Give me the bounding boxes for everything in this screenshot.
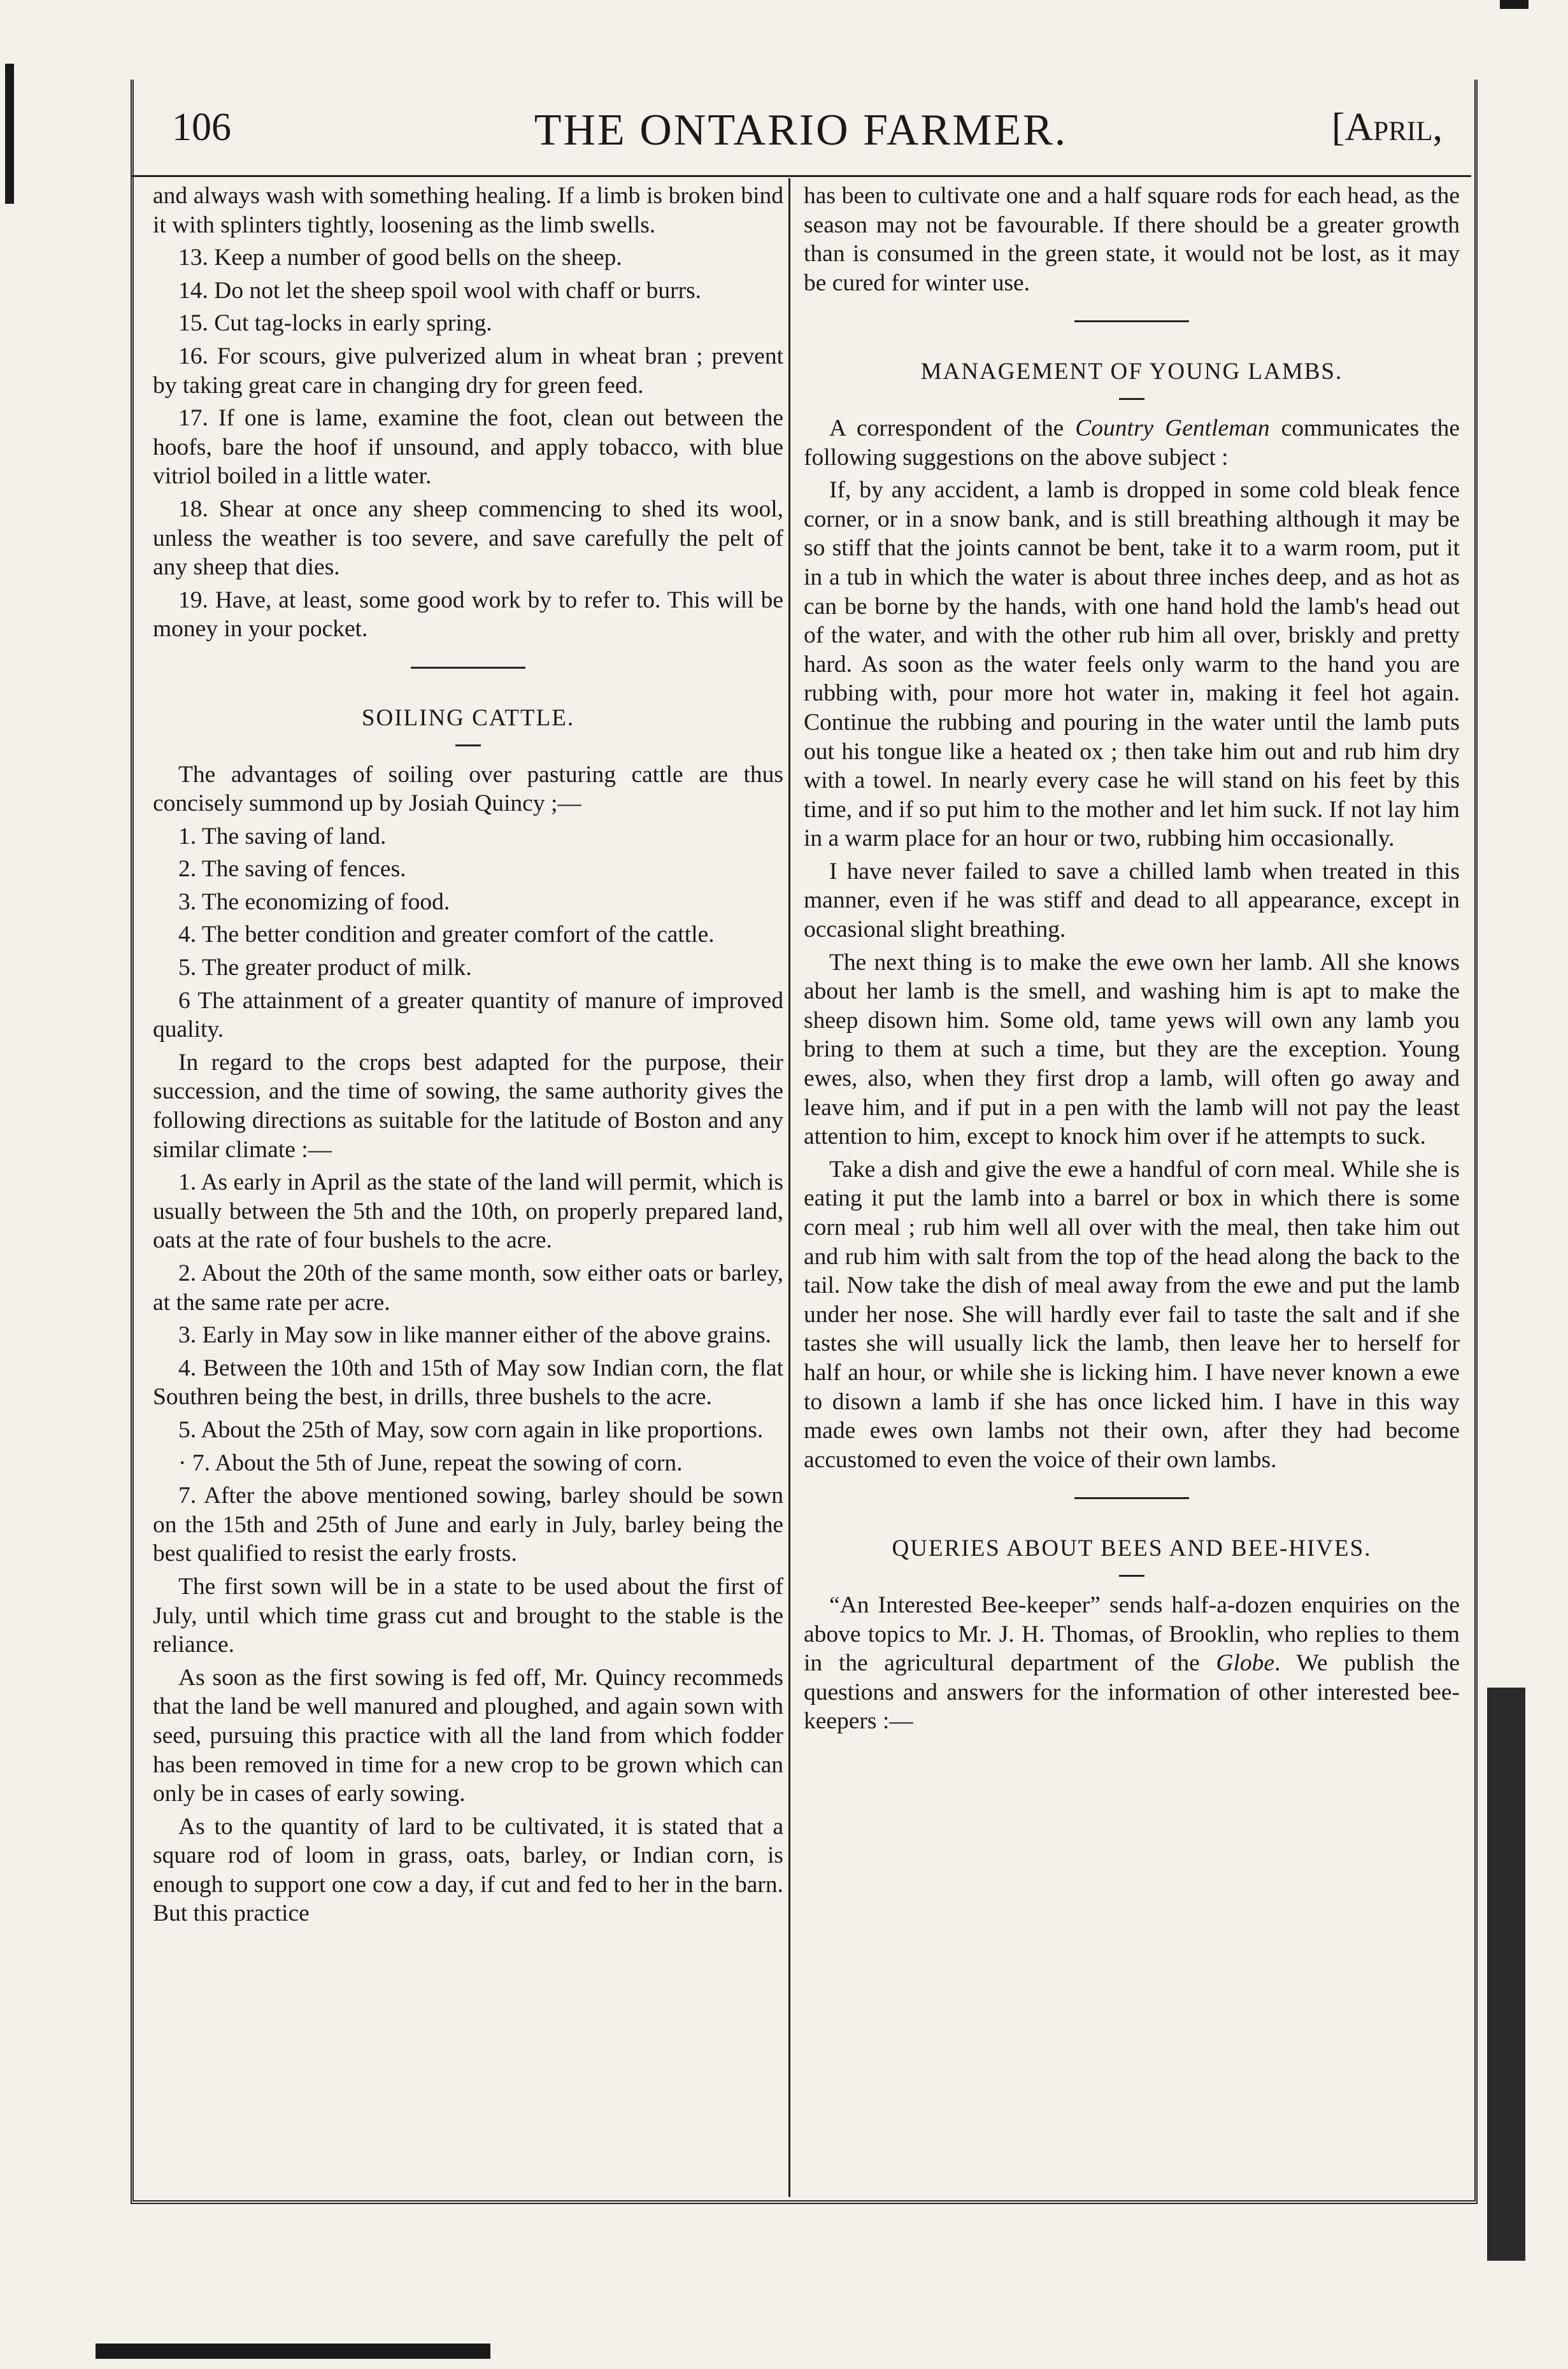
list-item: 3. The economizing of food. [178, 888, 450, 915]
list-item: 4. Between the 10th and 15th of May sow Indian corn, the flat Southren being the best, in drills, three bushels to the acre. [153, 1355, 783, 1411]
paragraph: The first sown will be in a state to be used about the first of July, until which time grass cut and brought to the stable is the reliance. [153, 1573, 783, 1658]
left-column [153, 181, 783, 1932]
paragraph [804, 414, 1460, 472]
section-heading-young-lambs: MANAGEMENT OF YOUNG LAMBS. [920, 359, 1343, 385]
scan-mark [1487, 1688, 1525, 2261]
list-item: 16. For scours, give pulverized alum in wheat bran ; prevent by taking great care in changing dry for green feed. [153, 343, 783, 399]
scan-mark [1500, 0, 1529, 9]
paragraph: I have never failed to save a chilled lamb when treated in this manner, even if he was stiff and dead to all appearance, except in occasional slight breathing. [804, 858, 1460, 943]
list-item: 14. Do not let the sheep spoil wool with chaff or burrs. [178, 277, 702, 304]
paragraph: and always wash with something healing. If a limb is broken bind it with splinters tightly, loosening as the limb swells. [153, 183, 783, 238]
page-number: 106 [172, 106, 231, 149]
heading-dash [1119, 398, 1144, 400]
scan-mark [5, 64, 14, 204]
page-header [131, 80, 1471, 177]
section-heading-bees: QUERIES ABOUT BEES AND BEE-HIVES. [892, 1535, 1372, 1562]
list-item: 2. About the 20th of the same month, sow either oats or barley, at the same rate per acre. [153, 1260, 783, 1316]
paragraph: As soon as the first sowing is fed off, Mr. Quincy recommeds that the land be well manured and ploughed, and again sown with seed, pursuing this practice with all the land from which fodder has been removed in time for a new crop to be grown which can only be in cases of early sowing. [153, 1664, 783, 1807]
heading-dash [1119, 1575, 1144, 1577]
list-item: · 7. About the 5th of June, repeat the sowing of corn. [178, 1449, 683, 1476]
column-divider [788, 178, 790, 2197]
paragraph: Take a dish and give the ewe a handful of corn meal. While she is eating it put the lamb into a barrel or box in which there is some corn meal ; rub him well all over with the meal, then take him out and rub him with salt from the top of the head along the back to the tail. Now take the dish of meal away from the ewe and put the lamb under her nose. She will hardly ever fail to taste the salt and if she tastes she will usually lick the lamb, then leave her to herself for half an hour, or while she is licking him. I have never known a ewe to disown a lamb if she has once licked him. I have in this way made ewes own lambs not their own, after they had become accustomed to even the voice of their own lambs. [804, 1156, 1460, 1473]
paragraph: If, by any accident, a lamb is dropped in some cold bleak fence corner, or in a snow bank, and is still breathing although it may be so stiff that the joints cannot be bent, take it to a warm room, put it in a tub in which the water is about three inches deep, and as hot as can be borne by the hands, with one hand hold the lamb's head out of the water, and with the other rub him all over, briskly and pretty hard. As soon as the water feels only warm to the hand you are rubbing with, pour more hot water in, making it feel hot again. Continue the rubbing and pouring in the water until the lamb puts out his tongue like a heated ox ; then take him out and rub him dry with a towel. In nearly every case he will stand on his feet by this time, and if so put him to the mother and let him suck. If not lay him in a warm place for an hour or two, rubbing him occasionally. [804, 477, 1460, 852]
list-item: 2. The saving of fences. [178, 856, 406, 883]
paragraph: has been to cultivate one and a half square rods for each head, as the season may not be favourable. If there should be a greater growth than is consumed in the green state, it would not be lost, as it may be cured for winter use. [804, 183, 1460, 296]
paragraph: In regard to the crops best adapted for the purpose, their succession, and the time of sowing, the same authority gives the following directions as suitable for the latitude of Boston and any similar climate :— [153, 1049, 783, 1163]
issue-month: [April, [1331, 106, 1443, 149]
list-item: 1. As early in April as the state of the land will permit, which is usually between the 5th and the 10th, on properly prepared land, oats at the rate of four bushels to the acre. [153, 1169, 783, 1254]
right-column [804, 181, 1460, 1740]
paragraph [804, 1591, 1460, 1736]
list-item: 5. The greater product of milk. [178, 955, 472, 981]
paragraph: As to the quantity of lard to be cultivated, it is stated that a square rod of loom in grass, oats, barley, or Indian corn, is enough to support one cow a day, if cut and fed to her in the barn. But this practice [153, 1813, 783, 1927]
list-item: 4. The better condition and greater comfort of the cattle. [178, 921, 715, 948]
list-item: 6 The attainment of a greater quantity of manure of improved quality. [153, 987, 783, 1043]
publication-name: Country Gentleman [1075, 415, 1270, 441]
journal-title: THE ONTARIO FARMER. [534, 106, 1068, 155]
section-rule [411, 667, 525, 669]
text-run: “An Interested Bee-keeper” sends half-a-dozen enquiries on the above topics to Mr. J. H. Thomas, of Brooklin, who replies to them in the agricultural department of the [804, 1591, 1460, 1677]
list-item: 3. Early in May sow in like manner either of the above grains. [178, 1322, 771, 1349]
paragraph: The advantages of soiling over pasturing cattle are thus concisely summond up by Josiah Quincy ;— [153, 761, 783, 817]
section-rule [1074, 320, 1189, 322]
list-item: 5. About the 25th of May, sow corn again in like proportions. [178, 1416, 764, 1443]
text-run: communicates the following suggestions on the above subject : [804, 415, 1460, 471]
list-item: 17. If one is lame, examine the foot, clean out between the hoofs, bare the hoof if unsound, and apply tobacco, with blue vitriol boiled in a little water. [153, 405, 783, 490]
text-run: . We publish the questions and answers for the information of other interested bee-keepers :— [804, 1650, 1460, 1735]
text-run: A correspondent of the [829, 415, 1076, 441]
list-item: 15. Cut tag-locks in early spring. [178, 310, 492, 337]
list-item: 19. Have, at least, some good work by to refer to. This will be money in your pocket. [153, 587, 783, 643]
heading-dash [455, 744, 481, 746]
list-item: 1. The saving of land. [178, 823, 387, 850]
list-item: 13. Keep a number of good bells on the sheep. [178, 245, 622, 271]
list-item: 18. Shear at once any sheep commencing to shed its wool, unless the weather is too severe, and save carefully the pelt of any sheep that dies. [153, 495, 783, 581]
paragraph: The next thing is to make the ewe own her lamb. All she knows about her lamb is the smell, and washing him is apt to make the sheep disown him. Some old, tame yews will own any lamb you bring to them at such a time, but they are the exception. Young ewes, also, when they first drop a lamb, will often go away and leave him, and if put in a pen with the lamb will not pay the least attention to him, except to knock him over if he attempts to suck. [804, 949, 1460, 1150]
section-rule [1074, 1497, 1189, 1499]
scan-mark [96, 2344, 490, 2359]
publication-name: Globe [1216, 1650, 1275, 1677]
section-heading-soiling-cattle: SOILING CATTLE. [361, 704, 575, 731]
list-item: 7. After the above mentioned sowing, barley should be sown on the 15th and 25th of June and early in July, barley being the best qualified to resist the early frosts. [153, 1483, 783, 1567]
